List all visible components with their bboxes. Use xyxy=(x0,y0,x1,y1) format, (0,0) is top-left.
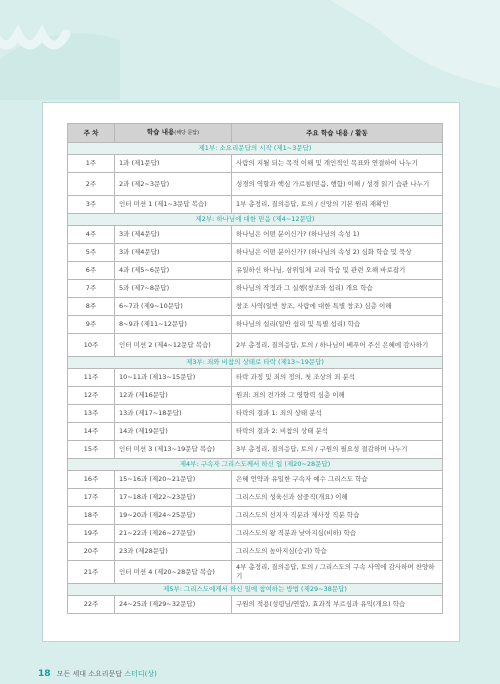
week-cell: 18주 xyxy=(68,507,115,525)
activity-cell: 은혜 언약과 유일한 구속자 예수 그리스도 학습 xyxy=(232,471,443,489)
table-body xyxy=(68,143,443,614)
activity-cell: 원죄: 죄의 전가와 그 영향력 심층 이해 xyxy=(232,387,443,405)
week-cell: 22주 xyxy=(68,596,115,614)
content-cell: 3과 (제4문답) xyxy=(115,226,232,244)
book-title-accent: 스터디(상) xyxy=(124,670,157,678)
table-row xyxy=(68,244,443,262)
table-row xyxy=(68,489,443,507)
content-cell: 13과 (제17~18문답) xyxy=(115,405,232,423)
section-header-row xyxy=(68,214,443,226)
study-schedule-table xyxy=(67,123,443,614)
table-row xyxy=(68,423,443,441)
table-row xyxy=(68,196,443,214)
week-cell: 4주 xyxy=(68,226,115,244)
week-cell: 9주 xyxy=(68,316,115,334)
activity-cell: 3부 총정리, 질의응답, 토의 / 구원의 필요성 절감하며 나누기 xyxy=(232,441,443,459)
section-title: 제5부: 그리스도에게서 하신 일에 참여하는 방법 (제29~38문답) xyxy=(68,584,443,596)
content-cell: 19~20과 (제24~25문답) xyxy=(115,507,232,525)
header-week: 주 차 xyxy=(68,124,115,143)
activity-cell: 2부 총정리, 질의응답, 토의 / 하나님이 베푸어 주신 은혜에 감사하기 xyxy=(232,334,443,357)
header-content-sub: (해당 문답) xyxy=(174,130,200,136)
activity-cell: 하나님의 섭리(일반 섭리 및 특별 섭리) 학습 xyxy=(232,316,443,334)
content-cell: 인터 미션 4 (제20~28문답 복습) xyxy=(115,561,232,584)
content-cell: 1과 (제1문답) xyxy=(115,155,232,173)
table-row xyxy=(68,441,443,459)
content-cell: 6~7과 (제9~10문답) xyxy=(115,298,232,316)
table-row xyxy=(68,561,443,584)
table-row xyxy=(68,471,443,489)
week-cell: 3주 xyxy=(68,196,115,214)
week-cell: 19주 xyxy=(68,525,115,543)
content-cell: 2과 (제2~3문답) xyxy=(115,173,232,196)
content-cell: 12과 (제16문답) xyxy=(115,387,232,405)
content-cell: 17~18과 (제22~23문답) xyxy=(115,489,232,507)
header-content-label: 학습 내용 xyxy=(146,128,175,136)
table-row xyxy=(68,262,443,280)
week-cell: 17주 xyxy=(68,489,115,507)
table-row xyxy=(68,543,443,561)
activity-cell: 그리스도의 선지자 직분과 제사장 직분 학습 xyxy=(232,507,443,525)
content-cell: 8~9과 (제11~12문답) xyxy=(115,316,232,334)
header-activity: 주요 학습 내용 / 활동 xyxy=(232,124,443,143)
section-header-row xyxy=(68,143,443,155)
content-cell: 21~22과 (제26~27문답) xyxy=(115,525,232,543)
table-row xyxy=(68,507,443,525)
activity-cell: 1부 총정리, 질의응답, 토의 / 신앙의 기본 원리 재확인 xyxy=(232,196,443,214)
activity-cell: 창조 사역(일반 창조, 사람에 대한 특별 창조) 심층 이해 xyxy=(232,298,443,316)
week-cell: 8주 xyxy=(68,298,115,316)
activity-cell: 타락 과정 및 죄의 정의, 첫 조상의 죄 분석 xyxy=(232,369,443,387)
week-cell: 12주 xyxy=(68,387,115,405)
table-row xyxy=(68,226,443,244)
section-header-row xyxy=(68,459,443,471)
table-row xyxy=(68,316,443,334)
activity-cell: 그리스도의 높아지심(승귀) 학습 xyxy=(232,543,443,561)
activity-cell: 구원의 적용(성령님/연합), 효과적 부르심과 유익(개요) 학습 xyxy=(232,596,443,614)
table-row xyxy=(68,280,443,298)
background-decoration xyxy=(0,0,500,100)
table-row xyxy=(68,173,443,196)
activity-cell: 타락의 결과 1: 죄의 상태 분석 xyxy=(232,405,443,423)
section-title: 제4부: 구속자 그리스도께서 하신 일 (제20~28문답) xyxy=(68,459,443,471)
content-cell: 5과 (제7~8문답) xyxy=(115,280,232,298)
activity-cell: 그리스도의 성육신과 삼중직(개요) 이해 xyxy=(232,489,443,507)
header-content xyxy=(115,124,232,143)
activity-cell: 4부 총정리, 질의응답, 토의 / 그리스도의 구속 사역에 감사하며 찬양하기 xyxy=(232,561,443,584)
activity-cell: 타락의 결과 2: 비참의 상태 분석 xyxy=(232,423,443,441)
table-row xyxy=(68,525,443,543)
book-title: 모든 세대 소요리문답 xyxy=(56,670,123,678)
week-cell: 16주 xyxy=(68,471,115,489)
table-row xyxy=(68,387,443,405)
activity-cell: 그리스도의 왕 직분과 낮아지심(비하) 학습 xyxy=(232,525,443,543)
content-cell: 24~25과 (제29~32문답) xyxy=(115,596,232,614)
week-cell: 13주 xyxy=(68,405,115,423)
week-cell: 1주 xyxy=(68,155,115,173)
week-cell: 6주 xyxy=(68,262,115,280)
week-cell: 10주 xyxy=(68,334,115,357)
content-cell: 15~16과 (제20~21문답) xyxy=(115,471,232,489)
content-cell: 3과 (제4문답) xyxy=(115,244,232,262)
activity-cell: 유일하신 하나님, 삼위일체 교리 학습 및 관련 오해 바로잡기 xyxy=(232,262,443,280)
content-cell: 23과 (제28문답) xyxy=(115,543,232,561)
content-cell: 10~11과 (제13~15문답) xyxy=(115,369,232,387)
table-row xyxy=(68,596,443,614)
content-cell: 4과 (제5~6문답) xyxy=(115,262,232,280)
table-row xyxy=(68,155,443,173)
activity-cell: 성경의 역할과 핵심 가르침(믿음, 행함) 이해 / 성경 읽기 습관 나누기 xyxy=(232,173,443,196)
activity-cell: 사람의 지될 되는 목적 이해 및 개인적인 목표와 연결하여 나누기 xyxy=(232,155,443,173)
content-cell: 14과 (제19문답) xyxy=(115,423,232,441)
section-title: 제2부: 하나님에 대한 믿음 (제4~12문답) xyxy=(68,214,443,226)
page-footer xyxy=(38,669,157,679)
table-row xyxy=(68,405,443,423)
section-title: 제3부: 죄와 비참의 상태로 타락 (제13~19문답) xyxy=(68,357,443,369)
table-header-row xyxy=(68,124,443,143)
content-cell: 인터 미션 1 (제1~3문답 복습) xyxy=(115,196,232,214)
table-row xyxy=(68,334,443,357)
activity-cell: 하나님은 어떤 분이신가? (하나님의 속성 2) 심화 학습 및 묵상 xyxy=(232,244,443,262)
table-row xyxy=(68,298,443,316)
table-row xyxy=(68,369,443,387)
content-cell: 인터 미션 3 (제13~19문답 복습) xyxy=(115,441,232,459)
week-cell: 14주 xyxy=(68,423,115,441)
week-cell: 21주 xyxy=(68,561,115,584)
week-cell: 7주 xyxy=(68,280,115,298)
week-cell: 2주 xyxy=(68,173,115,196)
content-card xyxy=(42,102,460,642)
week-cell: 5주 xyxy=(68,244,115,262)
week-cell: 11주 xyxy=(68,369,115,387)
section-header-row xyxy=(68,357,443,369)
activity-cell: 하나님은 어떤 분이신가? (하나님의 속성 1) xyxy=(232,226,443,244)
section-header-row xyxy=(68,584,443,596)
page-number: 18 xyxy=(38,669,51,679)
content-cell: 인터 미션 2 (제4~12문답 복습) xyxy=(115,334,232,357)
section-title: 제1부: 소요리문답의 시작 (제1~3문답) xyxy=(68,143,443,155)
activity-cell: 하나님의 작정과 그 실행(창조와 섭리) 개요 학습 xyxy=(232,280,443,298)
week-cell: 15주 xyxy=(68,441,115,459)
week-cell: 20주 xyxy=(68,543,115,561)
